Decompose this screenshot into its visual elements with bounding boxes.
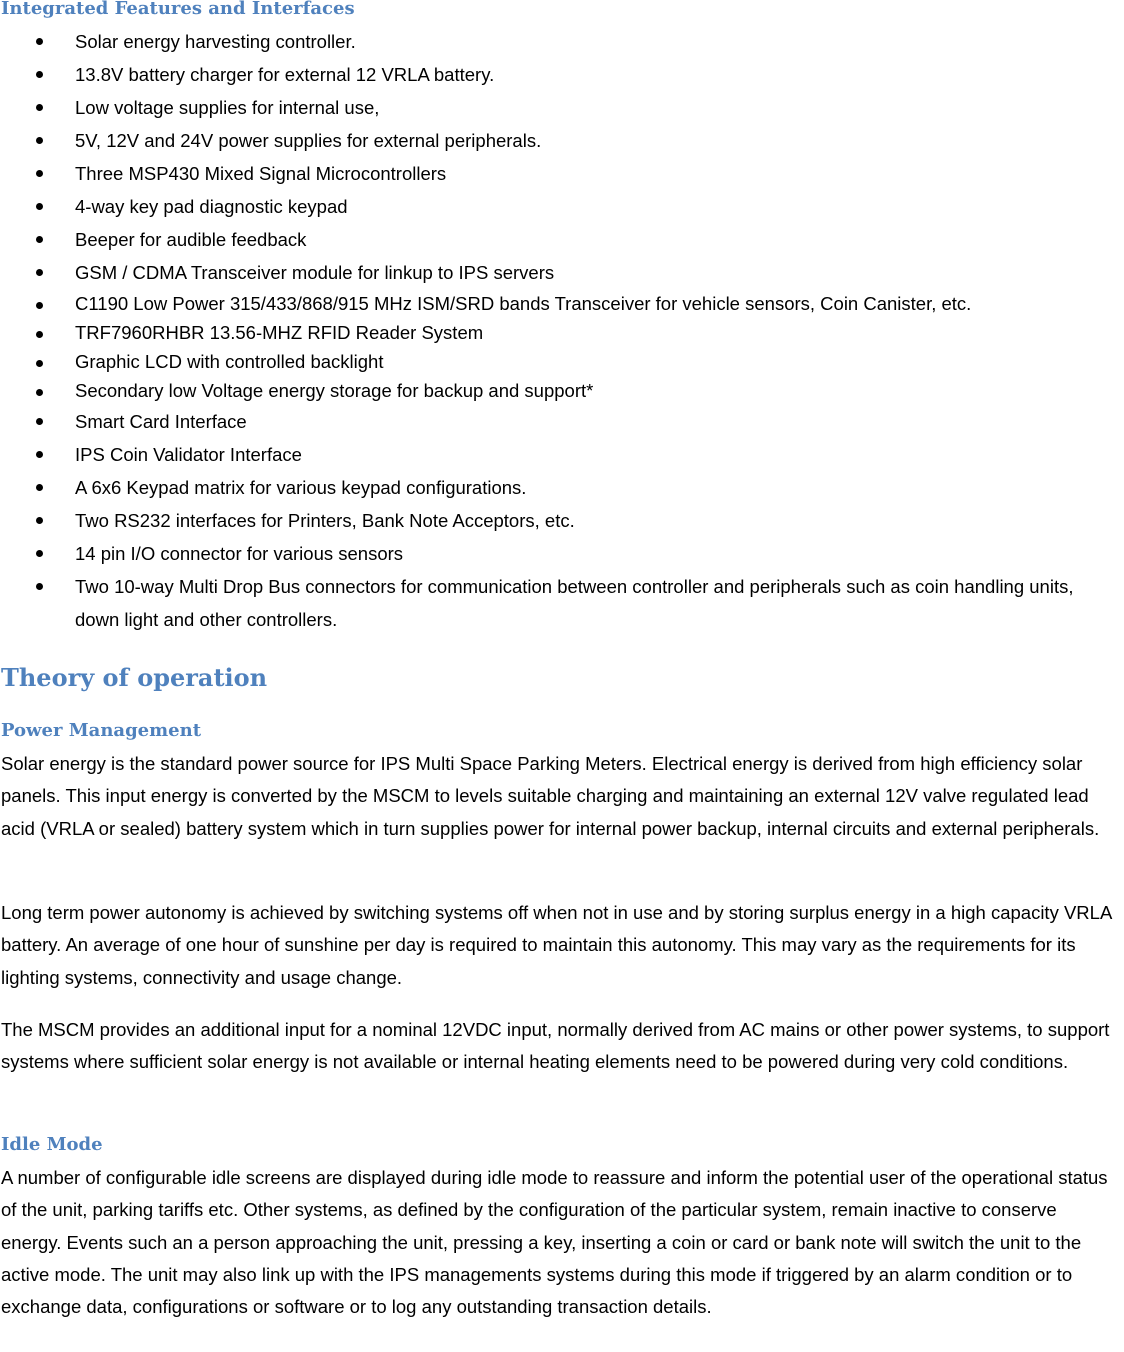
list-item: Beeper for audible feedback <box>0 223 1120 256</box>
features-heading: Integrated Features and Interfaces <box>1 0 355 19</box>
list-item: Two 10-way Multi Drop Bus connectors for communication between controller and peripherals such as coin handling units, down light and other controllers. <box>0 570 1120 636</box>
bullet-icon <box>36 170 43 177</box>
power-paragraph-2: Long term power autonomy is achieved by switching systems off when not in use and by storing surplus energy in a high capacity VRLA battery. An average of one hour of sunshine per day is required to maintain this autonomy. This may vary as the requirements for its lighting systems, connectivity and usage change. <box>1 902 1112 988</box>
bullet-icon <box>36 269 43 276</box>
idle-paragraph: A number of configurable idle screens are displayed during idle mode to reassure and inform the potential user of the operational status of the unit, parking tariffs etc. Other systems, as defined by the configuration of the particular system, remain inactive to conserve energy. Events such an a person approaching the unit, pressing a key, inserting a coin or card or bank note will switch the unit to the active mode. The unit may also link up with the IPS managements systems during this mode if triggered by an alarm condition or to exchange data, configurations or software or to log any outstanding transaction details. <box>1 1167 1108 1318</box>
bullet-icon <box>36 302 43 309</box>
list-item: IPS Coin Validator Interface <box>0 438 1120 471</box>
list-item: Graphic LCD with controlled backlight <box>0 347 1120 376</box>
power-paragraph-1: Solar energy is the standard power source for IPS Multi Space Parking Meters. Electrical energy is derived from high efficiency solar panels. This input energy is converted by the MSCM to levels suitable charging and maintaining an external 12V valve regulated lead acid (VRLA or sealed) battery system which in turn supplies power for internal power backup, internal circuits and external peripherals. <box>1 753 1100 839</box>
list-item: 4-way key pad diagnostic keypad <box>0 190 1120 223</box>
power-management-heading: Power Management <box>1 720 202 741</box>
bullet-icon <box>36 484 43 491</box>
idle-mode-heading: Idle Mode <box>1 1134 103 1155</box>
theory-heading: Theory of operation <box>1 663 268 692</box>
bullet-icon <box>36 451 43 458</box>
list-item: GSM / CDMA Transceiver module for linkup to IPS servers <box>0 256 1120 289</box>
bullet-icon <box>36 236 43 243</box>
bullet-icon <box>36 583 43 590</box>
bullet-icon <box>36 550 43 557</box>
bullet-icon <box>36 71 43 78</box>
list-item: C1190 Low Power 315/433/868/915 MHz ISM/SRD bands Transceiver for vehicle sensors, Coin Canister, etc. <box>0 289 1120 318</box>
list-item: 14 pin I/O connector for various sensors <box>0 537 1120 570</box>
bullet-icon <box>36 517 43 524</box>
bullet-icon <box>36 104 43 111</box>
list-item: Two RS232 interfaces for Printers, Bank Note Acceptors, etc. <box>0 504 1120 537</box>
list-item: Three MSP430 Mixed Signal Microcontrollers <box>0 157 1120 190</box>
bullet-icon <box>36 331 43 338</box>
list-item: Solar energy harvesting controller. <box>0 25 1120 58</box>
bullet-icon <box>36 203 43 210</box>
list-item: 5V, 12V and 24V power supplies for external peripherals. <box>0 124 1120 157</box>
list-item: Secondary low Voltage energy storage for backup and support* <box>0 376 1120 405</box>
bullet-icon <box>36 137 43 144</box>
list-item: TRF7960RHBR 13.56-MHZ RFID Reader System <box>0 318 1120 347</box>
bullet-icon <box>36 389 43 396</box>
list-item: Low voltage supplies for internal use, <box>0 91 1120 124</box>
list-item: Smart Card Interface <box>0 405 1120 438</box>
list-item: 13.8V battery charger for external 12 VRLA battery. <box>0 58 1120 91</box>
bullet-icon <box>36 38 43 45</box>
power-paragraph-3: The MSCM provides an additional input for a nominal 12VDC input, normally derived from AC mains or other power systems, to support systems where sufficient solar energy is not available or internal heating elements need to be powered during very cold conditions. <box>1 1019 1110 1073</box>
bullet-icon <box>36 360 43 367</box>
features-list <box>0 25 1120 636</box>
list-item: A 6x6 Keypad matrix for various keypad configurations. <box>0 471 1120 504</box>
bullet-icon <box>36 418 43 425</box>
